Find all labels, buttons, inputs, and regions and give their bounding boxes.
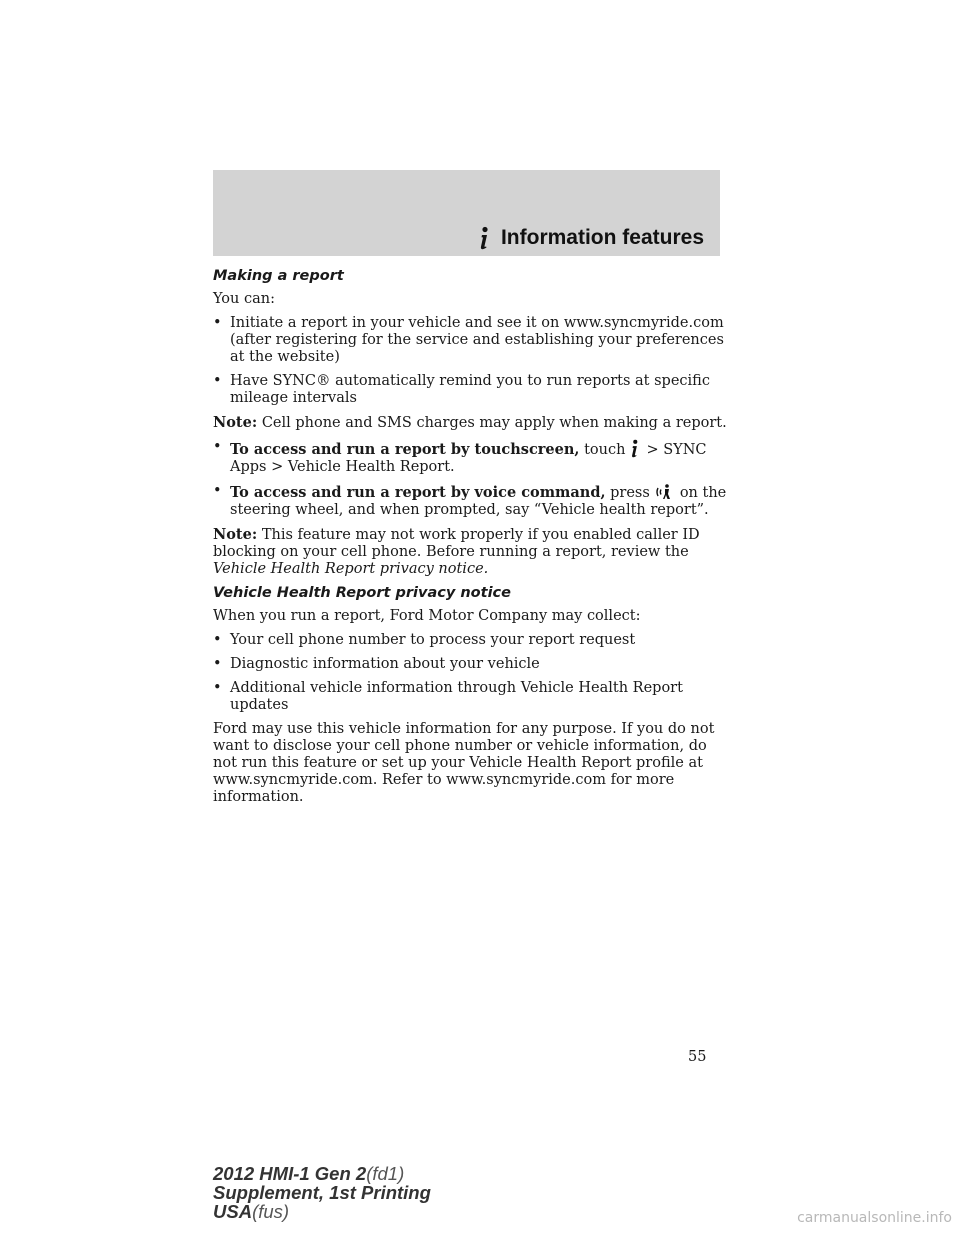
footer-print-info [213,1164,431,1221]
info-icon [477,226,491,250]
section-header [213,170,720,256]
info-icon [629,439,640,458]
privacy-intro: When you run a report, Ford Motor Company may collect: [213,608,641,624]
footer-line-2: Supplement, 1st Printing [213,1182,431,1203]
heading-privacy-notice: Vehicle Health Report privacy notice [213,585,511,601]
list-item: • Initiate a report in your vehicle and see it on www.syncmyride.com (after registering for the service and establishing your preferences at the website) [213,315,724,365]
footer-line-1: 2012 HMI-1 Gen 2(fd1) [213,1163,405,1184]
header-title [477,226,704,250]
footer-line-3: USA(fus) [213,1201,290,1222]
list-item: • Diagnostic information about your vehicle [213,656,540,672]
list-item: • Additional vehicle information through Vehicle Health Report updates [213,680,683,713]
note-charges: Note: Cell phone and SMS charges may apply when making a report. [213,414,727,431]
list-item: • To access and run a report by touchscreen, touch > SYNC Apps > Vehicle Health Report. [213,439,707,475]
page-number: 55 [688,1049,707,1065]
list-item: • Your cell phone number to process your report request [213,632,636,648]
privacy-closing: Ford may use this vehicle information for any purpose. If you do not want to disclose your cell phone number or vehicle information, do not run this feature or set up your Vehicle Health Report profile at www.syncmyride.com. Refer to www.syncmyride.com for more information. [213,721,715,805]
header-title-text: Information features [500,226,704,249]
intro-text: You can: [213,291,275,307]
watermark: carmanualsonline.info [797,1210,952,1226]
list-item: • To access and run a report by voice command, press on the steering wheel, and when prompted, say “Vehicle health report”. [213,483,727,518]
note-caller-id: Note: This feature may not work properly if you enabled caller ID blocking on your cell phone. Before running a report, review the Vehicle Health Report privacy notice. [213,526,700,577]
list-item: • Have SYNC® automatically remind you to run reports at specific mileage intervals [213,373,710,406]
voice-command-icon [654,483,674,501]
page-content [213,268,728,813]
heading-making-report: Making a report [213,268,344,284]
